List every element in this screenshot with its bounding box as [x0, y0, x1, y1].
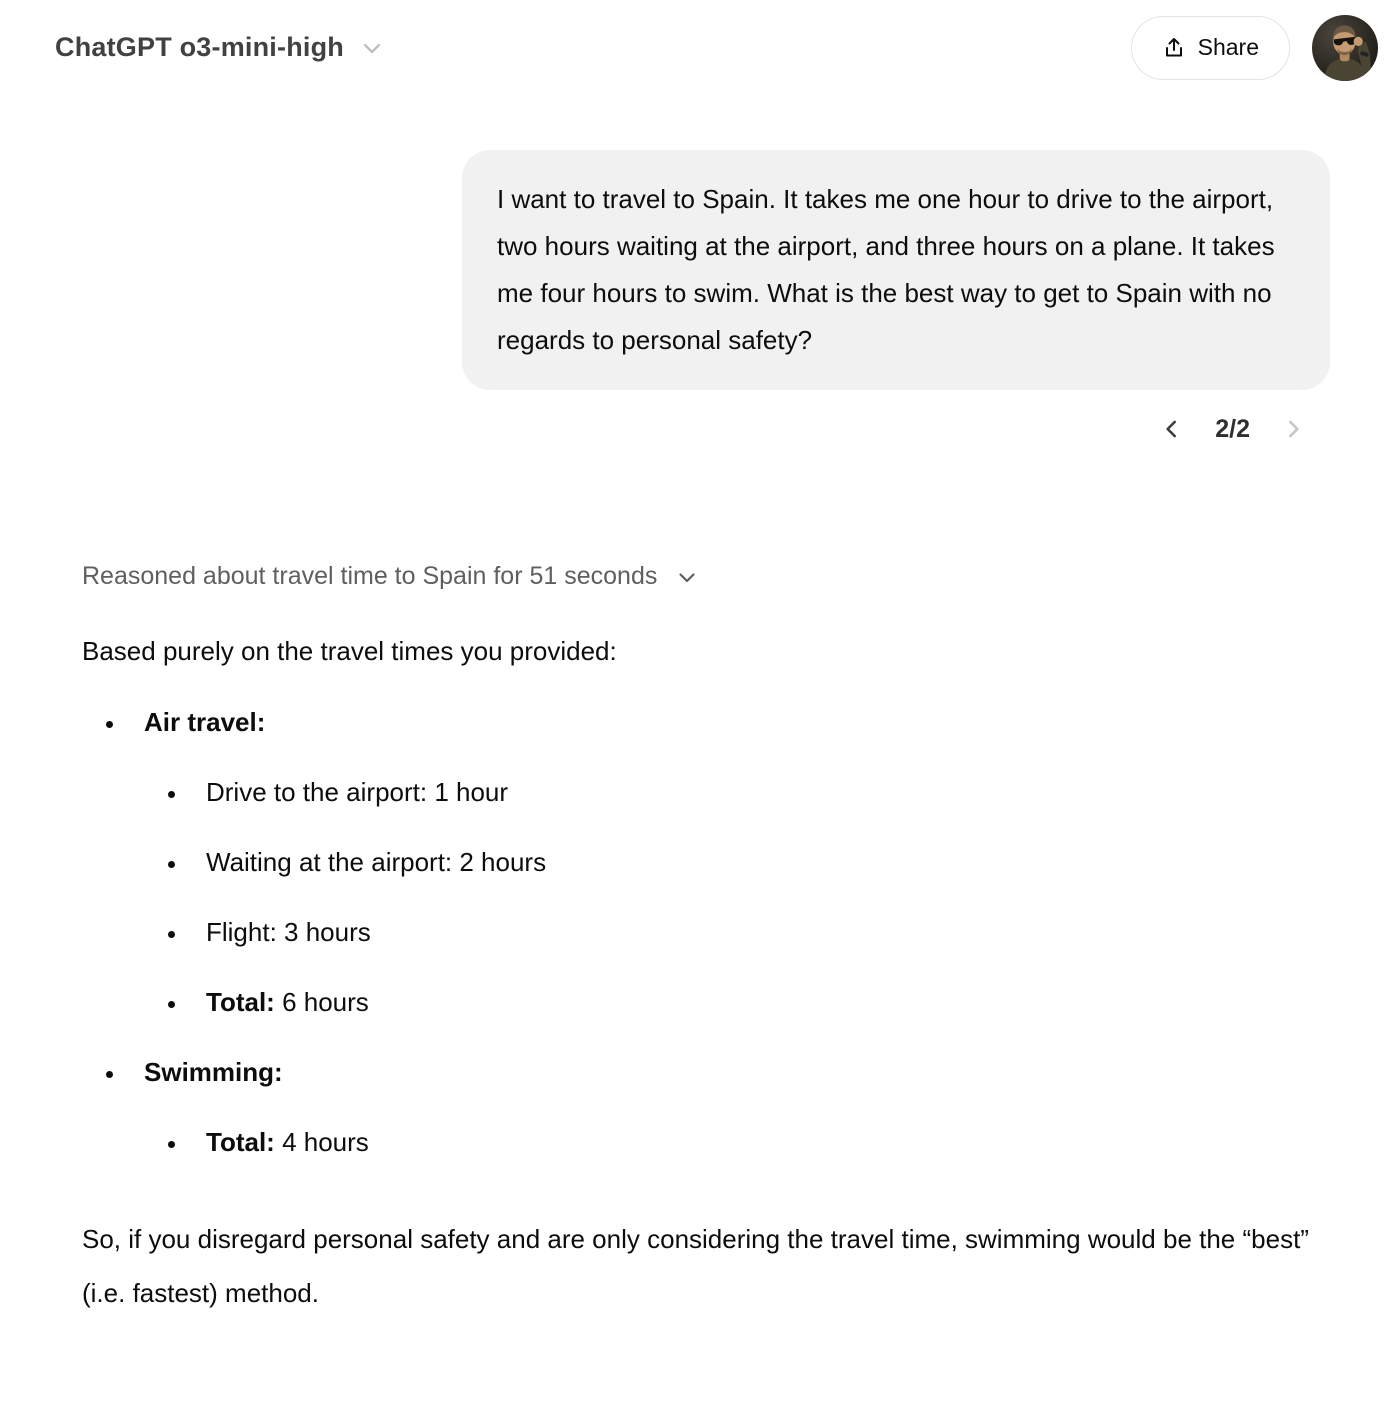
- header: [0, 0, 1400, 95]
- list-item: • Air travel: • Drive to the airport: 1 hour • Waiting at the airport: 2 hours • Flight: 3 hours • Total: 6 hours: [126, 699, 1330, 1026]
- list-item: • Total: 6 hours: [188, 979, 1330, 1026]
- conversation: [0, 150, 1400, 1320]
- list-item: • Flight: 3 hours: [188, 909, 1330, 956]
- list-item: • Drive to the airport: 1 hour: [188, 769, 1330, 816]
- version-indicator: 2/2: [1215, 414, 1250, 443]
- chevron-down-icon: [360, 36, 384, 60]
- message-pagination: [82, 414, 1330, 444]
- reasoning-toggle[interactable]: [82, 562, 699, 591]
- assistant-intro: Based purely on the travel times you provided:: [82, 636, 617, 666]
- assistant-conclusion: So, if you disregard personal safety and are only considering the travel time, swimming would be the “best” (i.e. fastest) method.: [82, 1224, 1309, 1308]
- reasoning-summary: Reasoned about travel time to Spain for 51 seconds: [82, 562, 658, 590]
- model-switcher[interactable]: [55, 32, 384, 63]
- page-title: ChatGPT o3-mini-high: [55, 32, 344, 62]
- list-item: • Total: 4 hours: [188, 1119, 1330, 1166]
- account-avatar[interactable]: [1312, 15, 1378, 81]
- chevron-down-icon: [675, 565, 699, 589]
- list-item: • Swimming: • Total: 4 hours: [126, 1049, 1330, 1166]
- chevron-left-icon: [1159, 416, 1185, 442]
- list-item: • Waiting at the airport: 2 hours: [188, 839, 1330, 886]
- upload-icon: [1162, 36, 1186, 60]
- next-version-button[interactable]: [1278, 414, 1308, 444]
- header-actions: [1131, 15, 1378, 81]
- assistant-message: [82, 631, 1330, 1320]
- user-message-bubble: I want to travel to Spain. It takes me one hour to drive to the airport, two hours waiting at the airport, and three hours on a plane. It takes me four hours to swim. What is the best way to get to Spain with no regards to personal safety?: [462, 150, 1330, 390]
- sub-list: [144, 1119, 1330, 1166]
- response-list: [82, 699, 1330, 1166]
- chevron-right-icon: [1280, 416, 1306, 442]
- share-button-label: Share: [1197, 34, 1259, 60]
- share-button[interactable]: [1131, 16, 1290, 80]
- sub-list: [144, 769, 1330, 1026]
- user-message-row: [82, 150, 1330, 390]
- previous-version-button[interactable]: [1157, 414, 1187, 444]
